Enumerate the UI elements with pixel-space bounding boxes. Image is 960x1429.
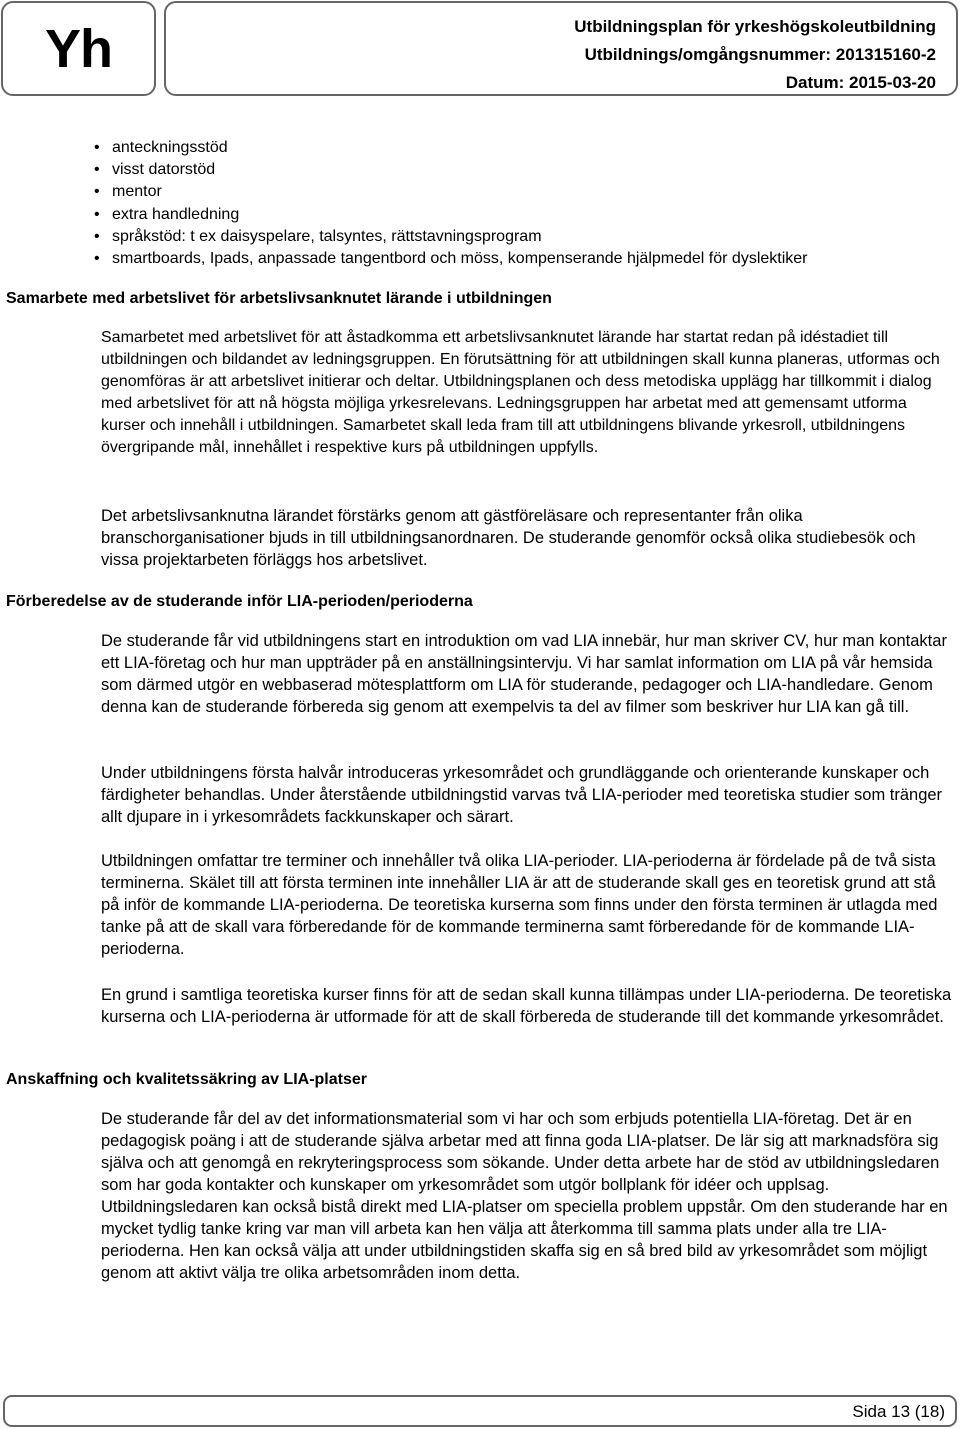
support-list (94, 137, 808, 270)
section-heading-procurement: Anskaffning och kvalitetssäkring av LIA-platser (6, 1071, 367, 1088)
list-item: • anteckningsstöd (94, 137, 808, 159)
logo-box (1, 1, 156, 96)
paragraph: De studerande får del av det informationsmaterial som vi har och som erbjuds potentiella LIA-företag. Det är en pedagogisk poäng i att de studerande själva arbetar med att finna goda LIA-platser. De lär sig att marknadsföra sig själva och att genomgå en rekryteringsprocess som sökande. Under detta arbete har de stöd av utbildningsledaren som har goda kontakter och kunskaper om yrkesområdet som utgör bollplank för idéer och upplsag. Utbildningsledaren kan också bistå direkt med LIA-platser om speciella problem uppstår. Om den studerande har en mycket tydlig tanke kring var man vill arbeta kan hen välja att återkomma till samma plats under alla tre LIA-perioderna. Hen kan också välja att under utbildningstiden skaffa sig en så bred bild av yrkesområdet som möjligt genom att aktivt välja tre olika arbetsområden inom detta. (101, 1110, 948, 1282)
list-item: • visst datorstöd (94, 159, 808, 181)
document-title: Utbildningsplan för yrkeshögskoleutbildning (574, 17, 936, 36)
paragraph: Utbildningen omfattar tre terminer och innehåller två olika LIA-perioder. LIA-perioderna är fördelade på de två sista terminerna. Skälet till att första terminen inte innehåller LIA är att de studerande skall ges en teoretisk grund att stå på inför de kommande LIA-perioderna. De teoretiska kurserna som finns under den första terminen är utlagda med tanke på att de skall vara förberedande för de kommande terminerna samt förberedande för de kommande LIA-perioderna. (101, 852, 938, 958)
list-item: • språkstöd: t ex daisyspelare, talsyntes, rättstavningsprogram (94, 226, 808, 248)
page-footer (3, 1395, 957, 1427)
paragraph: Under utbildningens första halvår introduceras yrkesområdet och grundläggande och orienterande kunskaper och färdigheter behandlas. Under återstående utbildningstid varvas två LIA-perioder med teoretiska studier som tränger allt djupare in i yrkesområdets fackkunskaper och särart. (101, 764, 943, 826)
section-heading-preparation: Förberedelse av de studerande inför LIA-perioden/perioderna (6, 593, 473, 610)
paragraph: Det arbetslivsanknutna lärandet förstärks genom att gästföreläsare och representanter från olika branschorganisationer bjuds in till utbildningsanordnaren. De studerande genomför också olika studiebesök och vissa projektarbeten förläggs hos arbetslivet. (101, 507, 916, 569)
list-item: • mentor (94, 181, 808, 203)
yh-logo: Yh (44, 18, 112, 79)
document-header (164, 1, 958, 96)
list-item: • extra handledning (94, 204, 808, 226)
education-number: Utbildnings/omgångsnummer: 201315160-2 (584, 45, 936, 64)
page-number: Sida 13 (18) (852, 1402, 945, 1421)
list-item: • smartboards, Ipads, anpassade tangentbord och möss, kompenserande hjälpmedel för dyslektiker (94, 248, 808, 270)
paragraph: En grund i samtliga teoretiska kurser finns för att de sedan skall kunna tillämpas under LIA-perioderna. De teoretiska kurserna och LIA-perioderna är utformade för att de skall förbereda de studerande till det kommande yrkesområdet. (101, 986, 952, 1026)
paragraph: Samarbetet med arbetslivet för att åstadkomma ett arbetslivsanknutet lärande har startat redan på idéstadiet till utbildningen och bildandet av ledningsgruppen. En förutsättning för att utbildningen skall kunna planeras, utformas och genomföras är att arbetslivet initierar och deltar. Utbildningsplanen och dess metodiska upplägg har tillkommit i dialog med arbetslivet för att nå högsta möjliga yrkesrelevans. Ledningsgruppen har arbetat med att gemensamt utforma kurser och innehåll i utbildningen. Samarbetet skall leda fram till att utbildningens blivande yrkesroll, utbildningens övergripande mål, innehållet i respektive kurs på utbildningen uppfylls. (101, 329, 940, 456)
paragraph: De studerande får vid utbildningens start en introduktion om vad LIA innebär, hur man skriver CV, hur man kontaktar ett LIA-företag och hur man uppträder på en anställningsintervju. Vi har samlat information om LIA på vår hemsida som därmed utgör en webbaserad mötesplattform om LIA för studerande, pedagoger och LIA-handledare. Genom denna kan de studerande förbereda sig genom att exempelvis ta del av filmer som beskriver hur LIA kan gå till. (101, 632, 947, 716)
document-date: Datum: 2015-03-20 (785, 73, 936, 92)
section-heading-cooperation: Samarbete med arbetslivet för arbetslivsanknutet lärande i utbildningen (6, 290, 552, 307)
